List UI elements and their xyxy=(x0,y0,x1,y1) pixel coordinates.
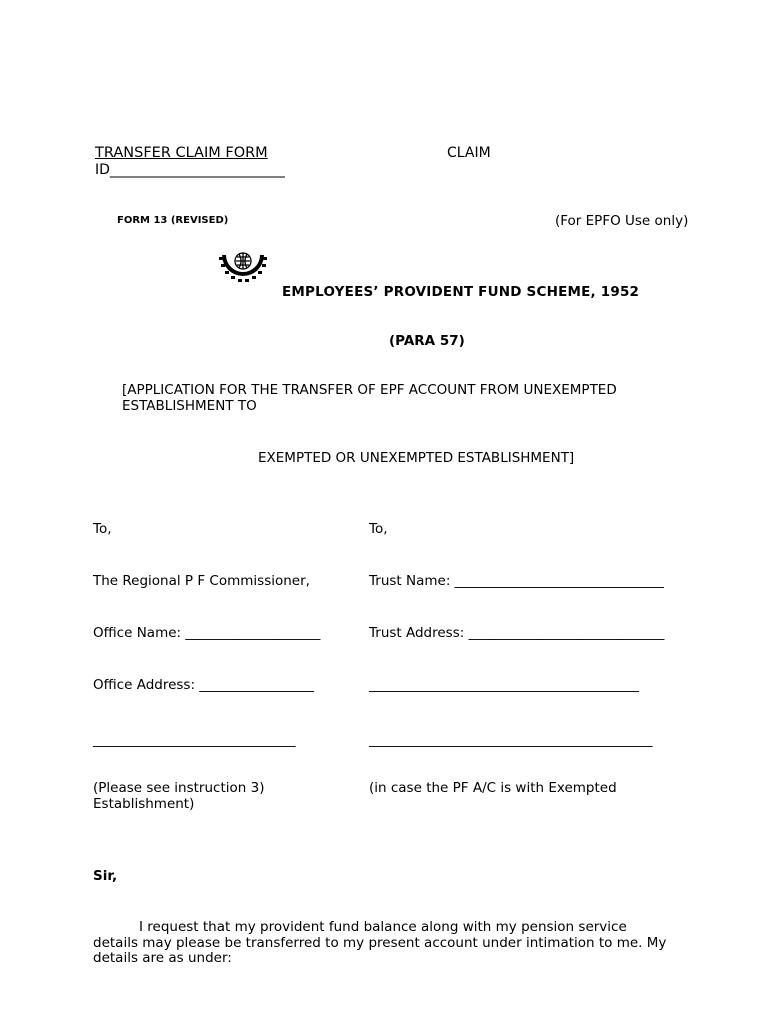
trust-address-field: Trust Address: _____________________________ xyxy=(369,625,665,641)
rpfc-label: The Regional P F Commissioner, xyxy=(93,573,310,589)
application-title-line: [APPLICATION FOR THE TRANSFER OF EPF ACCOUNT FROM UNEXEMPTED xyxy=(122,382,617,398)
instruction-note: (Please see instruction 3) xyxy=(93,780,265,796)
salutation: Sir, xyxy=(93,868,118,884)
form-number: FORM 13 (REVISED) xyxy=(117,215,229,226)
epfo-logo-icon xyxy=(218,251,268,285)
office-address-field: Office Address: _________________ xyxy=(93,677,315,693)
claim-id-field: ID_________________________ xyxy=(95,162,285,178)
application-title-line: ESTABLISHMENT TO xyxy=(122,398,257,414)
trust-name-field: Trust Name: _______________________________ xyxy=(369,573,664,589)
epfo-use-note: (For EPFO Use only) xyxy=(555,213,689,229)
to-label-left: To, xyxy=(93,521,112,537)
to-label-right: To, xyxy=(369,521,388,537)
form-title: TRANSFER CLAIM FORM xyxy=(95,145,268,161)
request-paragraph-line: I request that my provident fund balance along with my pension service xyxy=(139,919,627,935)
scheme-title: EMPLOYEES’ PROVIDENT FUND SCHEME, 1952 xyxy=(282,284,640,300)
claim-label: CLAIM xyxy=(447,145,491,161)
trust-address-line-2: ________________________________________ xyxy=(369,677,639,693)
trust-address-line-3: __________________________________________ xyxy=(369,732,653,748)
office-name-field: Office Name: ____________________ xyxy=(93,625,321,641)
instruction-note-continued: Establishment) xyxy=(93,796,195,812)
exempted-note: (in case the PF A/C is with Exempted xyxy=(369,780,617,796)
request-paragraph-line: details are as under: xyxy=(93,950,232,966)
para-reference: (PARA 57) xyxy=(389,333,465,349)
application-title-line: EXEMPTED OR UNEXEMPTED ESTABLISHMENT] xyxy=(258,450,575,466)
request-paragraph-line: details may please be transferred to my present account under intimation to me. My xyxy=(93,935,667,951)
office-address-line-2: ______________________________ xyxy=(93,732,296,748)
